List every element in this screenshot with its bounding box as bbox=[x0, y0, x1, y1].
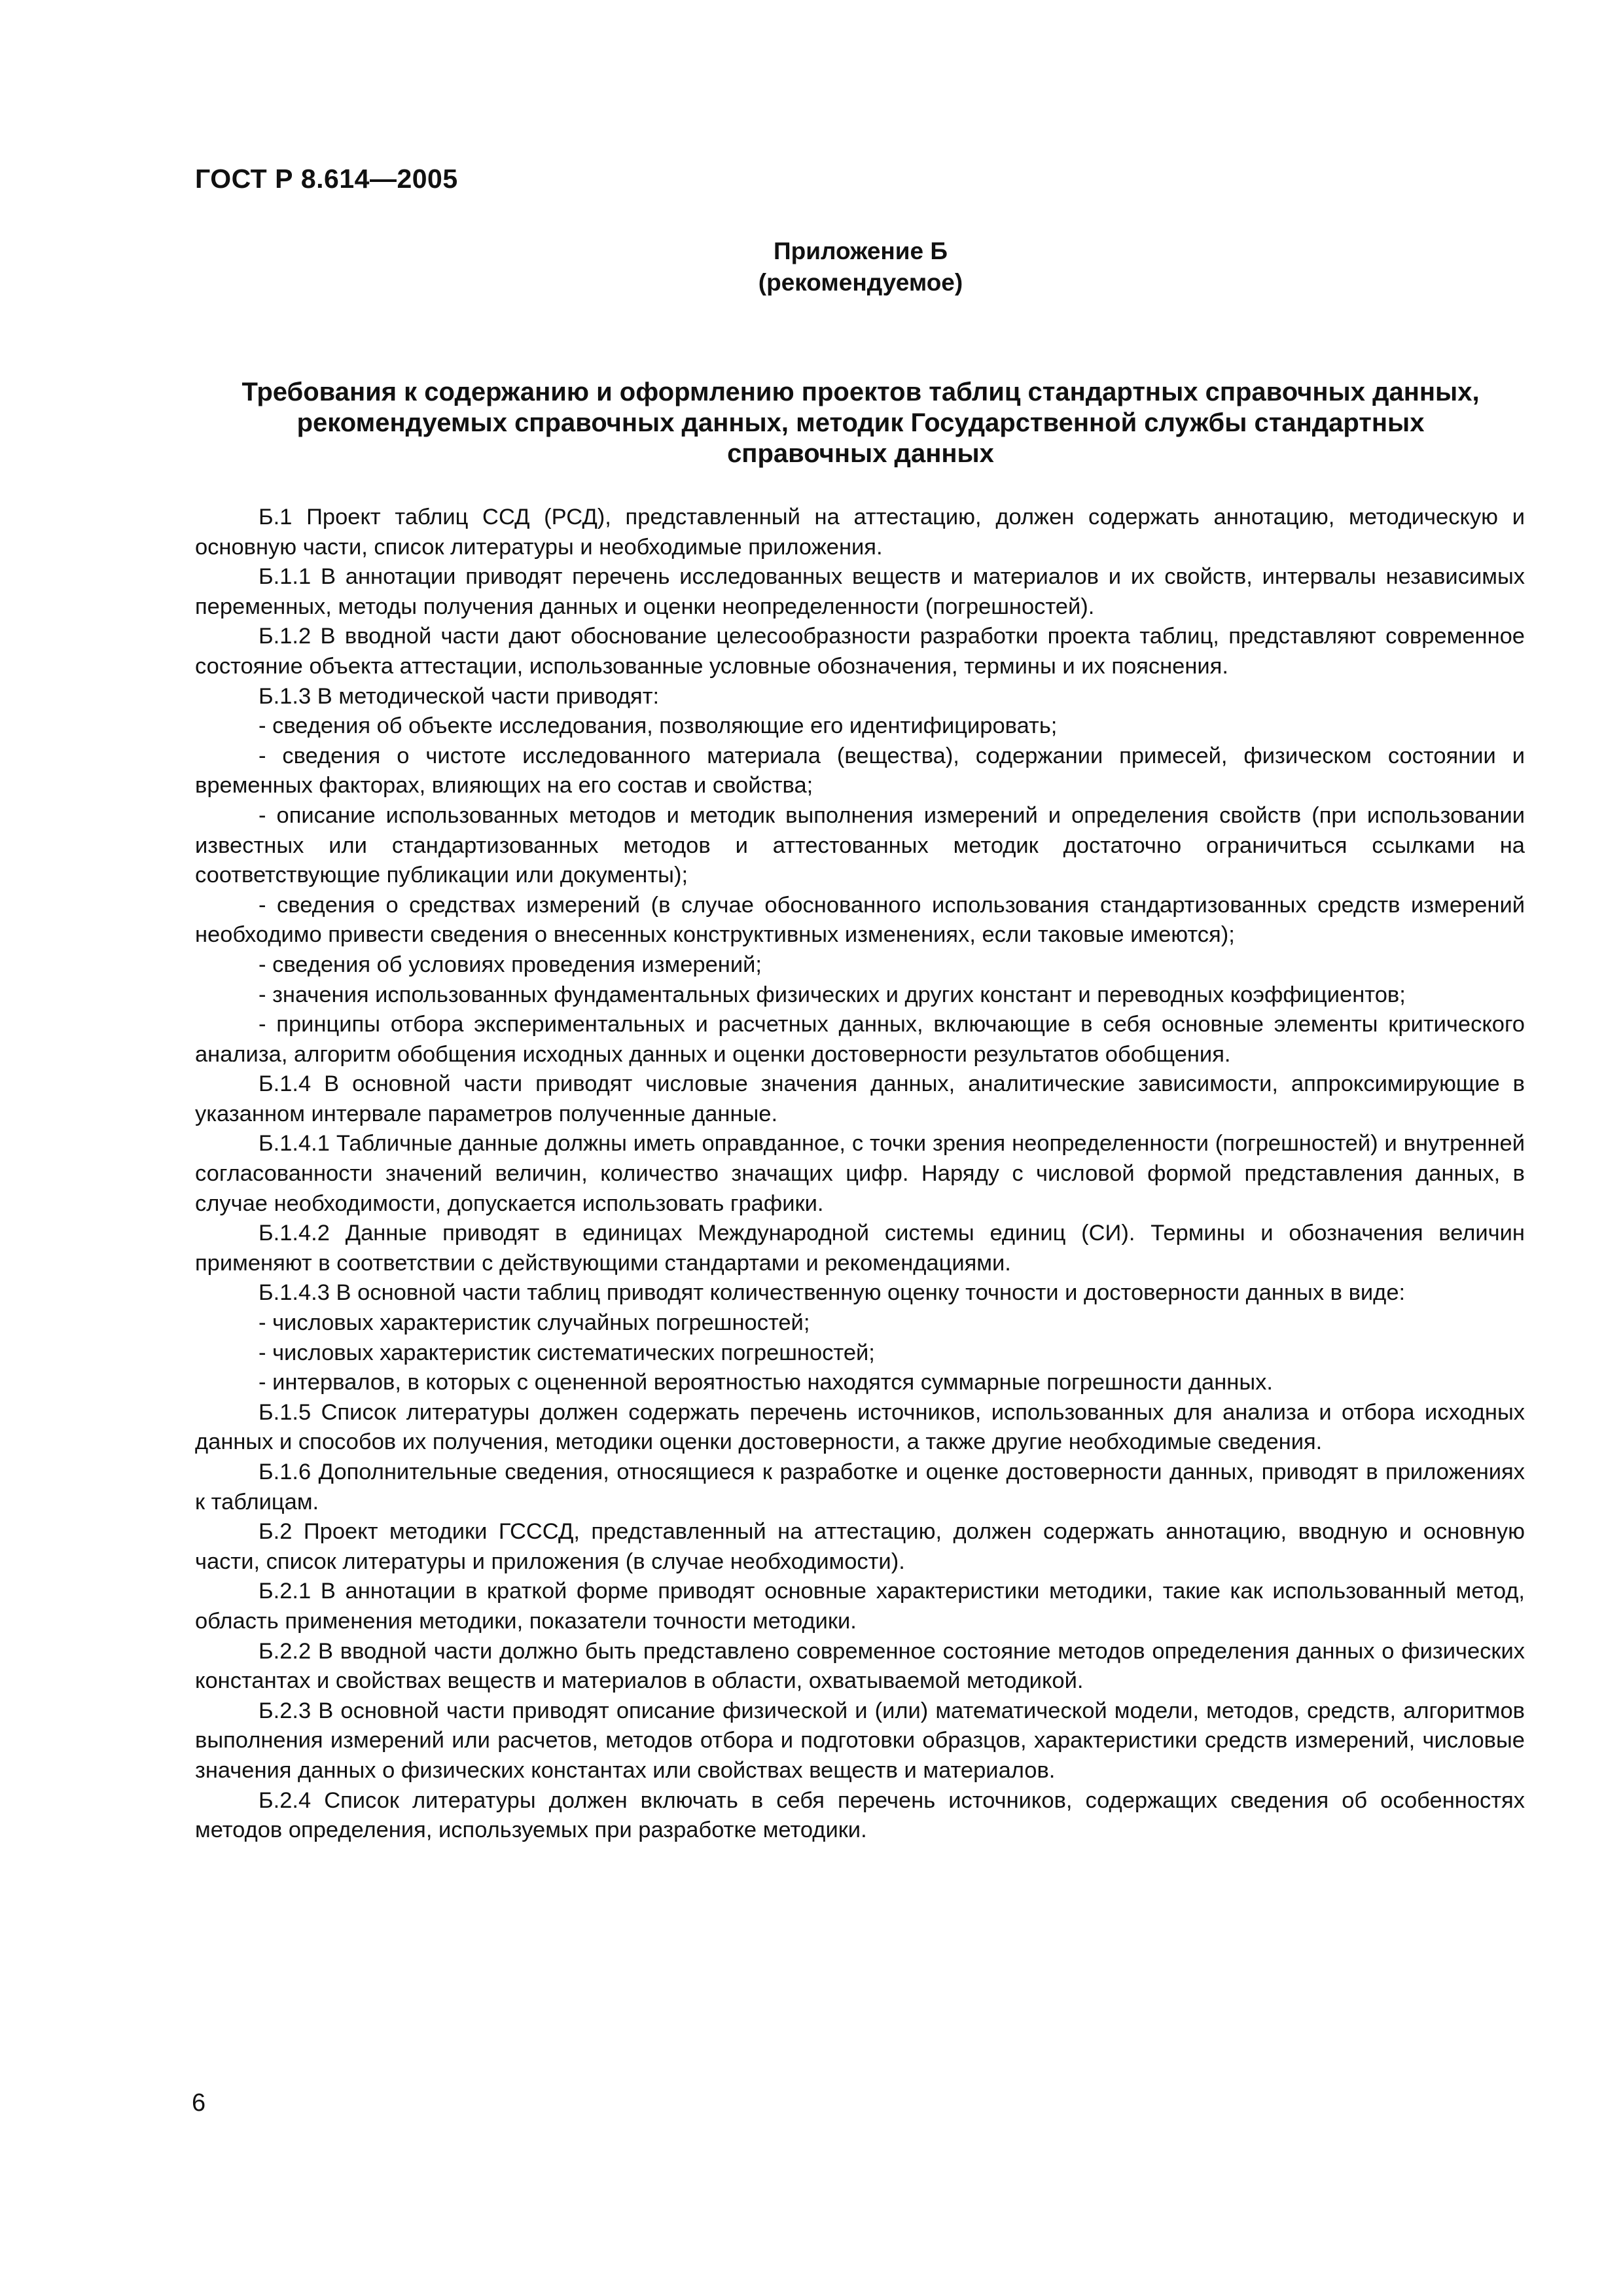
paragraph-b1-6: Б.1.6 Дополнительные сведения, относящиеся к разработке и оценке достоверности данных, приводят в приложениях к таблицам. bbox=[195, 1460, 1525, 1515]
title-line: справочных данных bbox=[727, 439, 994, 468]
document-code-header: ГОСТ Р 8.614—2005 bbox=[195, 164, 458, 194]
list-item: - описание использованных методов и методик выполнения измерений и определения свойств (при использовании известных или стандартизованных методов и аттестованных методик достаточно ограничиться ссылками на соответствующие публикации или документы); bbox=[195, 802, 1525, 888]
paragraph-b1-3: Б.1.3 В методической части приводят: bbox=[259, 683, 660, 709]
title-line: рекомендуемых справочных данных, методик Государственной службы стандартных bbox=[296, 408, 1425, 437]
section-title bbox=[196, 377, 1525, 469]
appendix-status: (рекомендуемое) bbox=[758, 269, 963, 296]
list-item: - значения использованных фундаментальных физических и других констант и переводных коэффициентов; bbox=[259, 982, 1406, 1007]
paragraph-b1-4-1: Б.1.4.1 Табличные данные должны иметь оправданное, с точки зрения неопределенности (погрешностей) и внутренней согласованности значений величин, количество значащих цифр. Наряду с числовой формой представления данных, в случае необходимости, допускается использовать графики. bbox=[195, 1131, 1525, 1216]
list-item: - сведения о чистоте исследованного материала (вещества), содержании примесей, физическом состоянии и временных факторах, влияющих на его состав и свойства; bbox=[195, 743, 1525, 798]
paragraph-b1: Б.1 Проект таблиц ССД (РСД), представленный на аттестацию, должен содержать аннотацию, методическую и основную части, список литературы и необходимые приложения. bbox=[195, 505, 1525, 560]
paragraph-b2-3: Б.2.3 В основной части приводят описание физической и (или) математической модели, методов, средств, алгоритмов выполнения измерений или расчетов, методов отбора и подготовки образцов, характеристики средств измерений, числовые значения данных о физических константах или свойствах веществ и материалов. bbox=[195, 1698, 1525, 1783]
paragraph-b1-4: Б.1.4 В основной части приводят числовые значения данных, аналитические зависимости, аппроксимирующие в указанном интервале параметров полученные данные. bbox=[195, 1071, 1525, 1126]
list-item: - сведения о средствах измерений (в случае обоснованного использования стандартизованных средств измерений необходимо привести сведения о внесенных конструктивных изменениях, если таковые имеются); bbox=[195, 892, 1525, 948]
paragraph-b2-1: Б.2.1 В аннотации в краткой форме приводят основные характеристики методики, такие как использованный метод, область применения методики, показатели точности методики. bbox=[195, 1579, 1525, 1634]
paragraph-b1-2: Б.1.2 В вводной части дают обоснование целесообразности разработки проекта таблиц, представляют современное состояние объекта аттестации, использованные условные обозначения, термины и их пояснения. bbox=[195, 624, 1525, 679]
paragraph-b1-1: Б.1.1 В аннотации приводят перечень исследованных веществ и материалов и их свойств, интервалы независимых переменных, методы получения данных и оценки неопределенности (погрешностей). bbox=[195, 564, 1525, 619]
paragraph-b2-4: Б.2.4 Список литературы должен включать в себя перечень источников, содержащих сведения об особенностях методов определения, используемых при разработке методики. bbox=[195, 1787, 1525, 1843]
list-item: - числовых характеристик систематических погрешностей; bbox=[259, 1340, 875, 1365]
paragraph-b1-4-3: Б.1.4.3 В основной части таблиц приводят количественную оценку точности и достоверности данных в виде: bbox=[259, 1280, 1406, 1306]
page-number: 6 bbox=[192, 2089, 206, 2117]
appendix-label: Приложение Б bbox=[774, 238, 948, 264]
list-item: - принципы отбора экспериментальных и расчетных данных, включающие в себя основные элементы критического анализа, алгоритм обобщения исходных данных и оценки достоверности результатов обобщения. bbox=[195, 1012, 1525, 1067]
list-item: - интервалов, в которых с оцененной вероятностью находятся суммарные погрешности данных. bbox=[259, 1370, 1273, 1395]
title-line: Требования к содержанию и оформлению проектов таблиц стандартных справочных данных, bbox=[241, 378, 1480, 406]
list-item: - сведения об условиях проведения измерений; bbox=[259, 952, 762, 977]
paragraph-b1-4-2: Б.1.4.2 Данные приводят в единицах Международной системы единиц (СИ). Термины и обозначения величин применяют в соответствии с действующими стандартами и рекомендациями. bbox=[195, 1221, 1525, 1276]
paragraph-b2: Б.2 Проект методики ГСССД, представленный на аттестацию, должен содержать аннотацию, вводную и основную части, список литературы и приложения (в случае необходимости). bbox=[195, 1519, 1525, 1574]
list-item: - сведения об объекте исследования, позволяющие его идентифицировать; bbox=[259, 713, 1058, 739]
paragraph-b2-2: Б.2.2 В вводной части должно быть представлено современное состояние методов определения данных о физических константах и свойствах веществ и материалов в области, охватываемой методикой. bbox=[195, 1638, 1525, 1694]
paragraph-b1-5: Б.1.5 Список литературы должен содержать перечень источников, использованных для анализа и отбора исходных данных и способов их получения, методики оценки достоверности, а также другие необходимые сведения. bbox=[195, 1399, 1525, 1455]
body-text bbox=[195, 503, 1525, 1846]
list-item: - числовых характеристик случайных погрешностей; bbox=[259, 1310, 810, 1336]
appendix-heading bbox=[196, 236, 1525, 298]
